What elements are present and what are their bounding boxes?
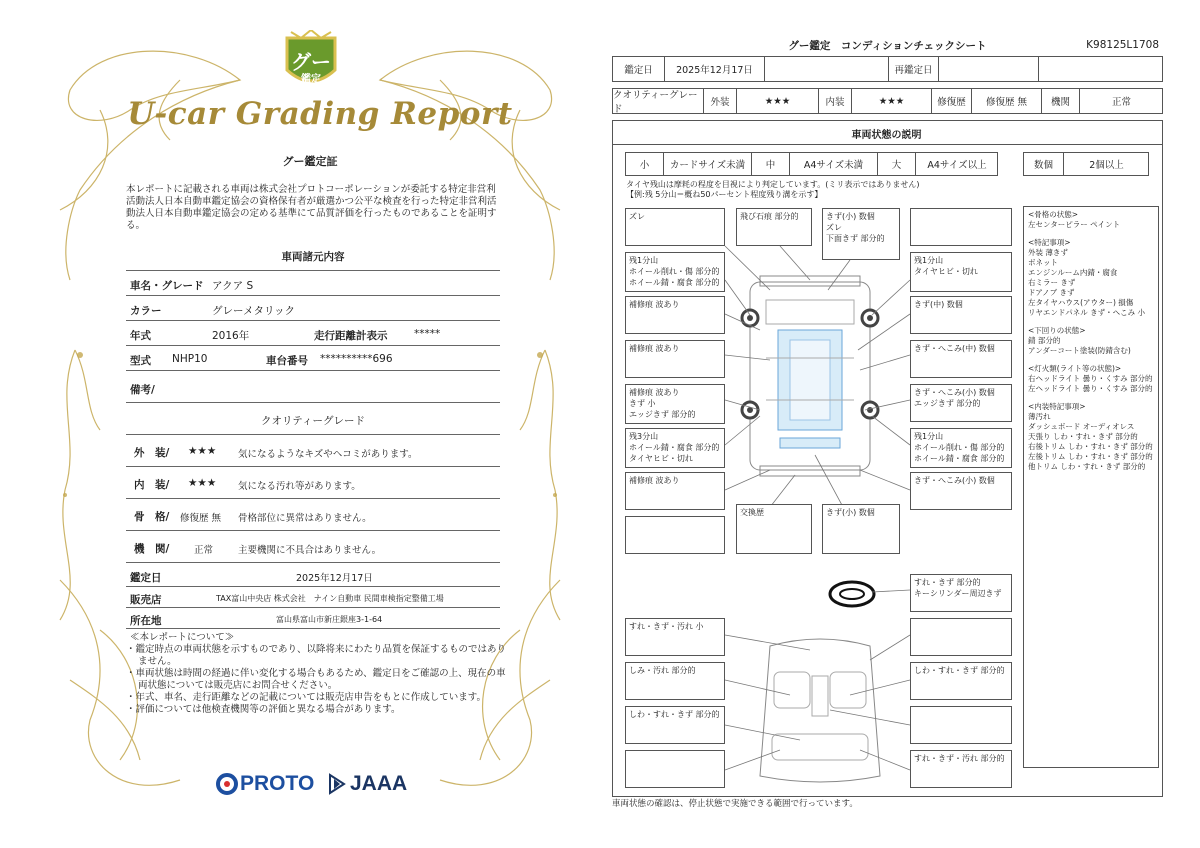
damage-box-b16: きず・へこみ(小) 数個 [910, 472, 1012, 510]
note-line: 錆 部分的 [1028, 336, 1061, 345]
sheet-footer: 車両状態の確認は、停止状態で実施できる範囲で行っています。 [612, 799, 858, 809]
damage-box-b26 [910, 706, 1012, 744]
spec-heading: 車両諸元内容 [281, 251, 345, 263]
jaaa-logo-text: JAAA [350, 772, 408, 795]
info-row-date: 鑑定日 2025年12月17日 [126, 565, 500, 587]
certificate-intro-text: 本レポートに記載される車両は株式会社プロトコーポレーションが委託する特定非営利活動法人日本自動車鑑定協会の資格保有者が厳選かつ公平な検査を行った特定非営利活動法人日本自動車鑑定協会の定める基準にて品質評価を行ったものであることを証明する。 [126, 184, 497, 231]
note-line: 外装 薄きず [1028, 248, 1068, 257]
damage-box-b5: 残1分山 ホイール削れ・傷 部分的 ホイール錆・腐食 部分的 [625, 252, 725, 292]
note-line: ダッシュボード オーディオレス [1028, 422, 1135, 431]
int-stars: ★★★ [852, 89, 932, 113]
sheet-code: K98125L1708 [1086, 39, 1159, 51]
size-small: 小 [626, 153, 664, 175]
count-legend [1023, 152, 1149, 176]
grading-certificate [40, 20, 580, 835]
note-line: 右ミラー きず [1028, 278, 1076, 287]
note-line: 左センターピラー ペイント [1028, 220, 1121, 229]
note-line: リヤエンドパネル きず・へこみ 小 [1028, 308, 1145, 317]
ext-stars: ★★★ [737, 89, 819, 113]
size-mid: 中 [752, 153, 790, 175]
tire-note-line: タイヤ残山は摩耗の程度を目視により判定しています。(ミリ表示ではありません) [626, 180, 920, 189]
damage-box-b28: すれ・きず・汚れ 部分的 [910, 750, 1012, 788]
engine-value: 正常 [1111, 97, 1131, 108]
damage-box-b24: しわ・すれ・きず 部分的 [910, 662, 1012, 700]
divider [126, 434, 500, 435]
damage-box-b10: きず・へこみ(中) 数個 [910, 340, 1012, 378]
note-line: 他トリム しわ・すれ・きず 部分的 [1028, 462, 1146, 471]
size-large-desc: A4サイズ以上 [927, 160, 987, 171]
goo-kantei-badge [283, 30, 339, 92]
note-item: ・評価については他検査機関等の評価と異なる場合があります。 [126, 704, 401, 715]
ext-label: 外装 [704, 89, 737, 113]
spec-row-color: カラー グレーメタリック [126, 297, 500, 321]
damage-box-b14: 残1分山 ホイール削れ・傷 部分的 ホイール錆・腐食 部分的 [910, 428, 1012, 468]
info-row-dealer: 販売店 TAX富山中央店 株式会社 ナイン自動車 民間車検指定整備工場 [126, 588, 500, 608]
damage-box-b27 [625, 750, 725, 788]
damage-box-b7: 補修痕 波あり [625, 296, 725, 334]
report-notes [126, 632, 506, 716]
spec-row-remarks: 備考/ [126, 373, 500, 403]
note-line [1028, 318, 1154, 326]
note-line: アンダーコート塗装(防錆含む) [1028, 346, 1131, 355]
repair-label: 修復歴 [932, 89, 972, 113]
note-line: 天張り しわ・すれ・きず 部分的 [1028, 432, 1138, 441]
sheet-title: グー鑑定 コンディションチェックシート [788, 40, 987, 52]
int-label: 内装 [819, 89, 852, 113]
damage-box-b3: きず(小) 数個 ズレ 下面きず 部分的 [822, 208, 900, 260]
proto-logo-text: PROTO [240, 772, 315, 795]
damage-box-b17 [625, 516, 725, 554]
damage-box-b25: しわ・すれ・きず 部分的 [625, 706, 725, 744]
damage-box-b22 [910, 618, 1012, 656]
condition-check-sheet [610, 30, 1165, 820]
note-line: 薄汚れ [1028, 412, 1051, 421]
count-desc: 2個以上 [1089, 160, 1124, 171]
spec-row-name: 車名・グレード アクア S [126, 272, 500, 296]
reinspect-label: 再鑑定日 [889, 57, 939, 81]
info-row-address: 所在地 富山県富山市新庄銀座3-1-64 [126, 609, 500, 629]
damage-box-b19: きず(小) 数個 [822, 504, 900, 554]
damage-box-b23: しみ・汚れ 部分的 [625, 662, 725, 700]
damage-box-b20: すれ・きず 部分的 キーシリンダー周辺きず [910, 574, 1012, 612]
note-line: <下回りの状態> [1028, 326, 1086, 335]
damage-box-b6: 残1分山 タイヤヒビ・切れ [910, 252, 1012, 292]
note-item: ・年式、車名、走行距離などの記載については販売店申告をもとに作成しています。 [126, 692, 487, 703]
note-line: ボネット [1028, 258, 1058, 267]
damage-box-b1: ズレ [625, 208, 725, 246]
note-line [1028, 356, 1154, 364]
tire-note-line: 【例:残 5分山＝概ね50パーセント程度残り溝を示す】 [626, 190, 823, 199]
note-line: <内装特記事項> [1028, 402, 1086, 411]
damage-box-b12: きず・へこみ(小) 数個 エッジきず 部分的 [910, 384, 1012, 422]
grade-label: クオリティーグレード [613, 89, 704, 113]
date-value: 2025年12月17日 [665, 57, 765, 81]
damage-box-b15: 補修痕 波あり [625, 472, 725, 510]
badge-text-kantei: 鑑定 [301, 74, 321, 85]
note-line: 左ヘッドライト 曇り・くすみ 部分的 [1028, 384, 1153, 393]
damage-box-b21: すれ・きず・汚れ 小 [625, 618, 725, 656]
date-label: 鑑定日 [613, 57, 665, 81]
damage-box-b9: 補修痕 波あり [625, 340, 725, 378]
spec-row-year: 年式 2016年 走行距離計表示 ***** [126, 322, 500, 346]
note-line [1028, 230, 1154, 238]
damage-box-b13: 残3分山 ホイール錆・腐食 部分的 タイヤヒビ・切れ [625, 428, 725, 468]
quality-row-frame: 骨 格/ 修復歴 無 骨格部位に異常はありません。 [126, 500, 500, 531]
damage-box-b2: 飛び石痕 部分的 [736, 208, 812, 246]
quality-row-engine: 機 関/ 正常 主要機関に不具合はありません。 [126, 532, 500, 563]
notes-title: ≪本レポートについて≫ [130, 632, 235, 643]
report-script-title: U-car Grading Report [127, 96, 513, 132]
quality-row-exterior: 外 装/ ★★★ 気になるようなキズやヘコミがあります。 [126, 436, 500, 467]
quality-heading: クオリティーグレード [261, 415, 365, 427]
engine-label: 機関 [1042, 89, 1080, 113]
blank-cell [1039, 57, 1163, 81]
jaaa-logo-icon [328, 771, 346, 797]
note-line: <特記事項> [1028, 238, 1071, 247]
note-line [1028, 394, 1154, 402]
note-line: 左タイヤハウス(アウター) 損傷 [1028, 298, 1134, 307]
condition-notes [1023, 206, 1159, 768]
note-line: ドアノブ きず [1028, 288, 1075, 297]
certificate-subtitle: グー鑑定証 [282, 155, 338, 168]
size-large: 大 [878, 153, 916, 175]
note-item: ・車両状態は時間の経過に伴い変化する場合もあるため、鑑定日をご確認の上、現在の車両状態については販売店にお問合せください。 [126, 668, 506, 691]
damage-box-b4 [910, 208, 1012, 246]
divider [126, 270, 500, 271]
damage-box-b18: 交換歴 [736, 504, 812, 554]
note-line: 左後トリム しわ・すれ・きず 部分的 [1028, 452, 1153, 461]
size-small-desc: カードサイズ未満 [664, 153, 752, 175]
note-line: 右後トリム しわ・すれ・きず 部分的 [1028, 442, 1153, 451]
proto-logo-icon [216, 773, 238, 795]
quality-row-interior: 内 装/ ★★★ 気になる汚れ等があります。 [126, 468, 500, 499]
note-line: <灯火類(ライト等の状態)> [1028, 364, 1122, 373]
section-title: 車両状態の説明 [851, 130, 922, 141]
badge-text-goo: グー [291, 50, 331, 74]
damage-box-b8: きず(中) 数個 [910, 296, 1012, 334]
note-line: <骨格の状態> [1028, 210, 1079, 219]
note-line: 右ヘッドライト 曇り・くすみ 部分的 [1028, 374, 1153, 383]
note-item: ・鑑定時点の車両状態を示すものであり、以降将来にわたり品質を保証するものではありません。 [126, 644, 507, 667]
note-line: エンジンルーム内錆・腐食 [1028, 268, 1118, 277]
repair-value: 修復歴 無 [972, 89, 1042, 113]
spec-row-model: 型式 NHP10 車台番号 **********696 [126, 347, 500, 371]
count-label: 数個 [1024, 153, 1064, 175]
damage-box-b11: 補修痕 波あり きず 小 エッジきず 部分的 [625, 384, 725, 424]
size-mid-desc: A4サイズ未満 [790, 153, 878, 175]
